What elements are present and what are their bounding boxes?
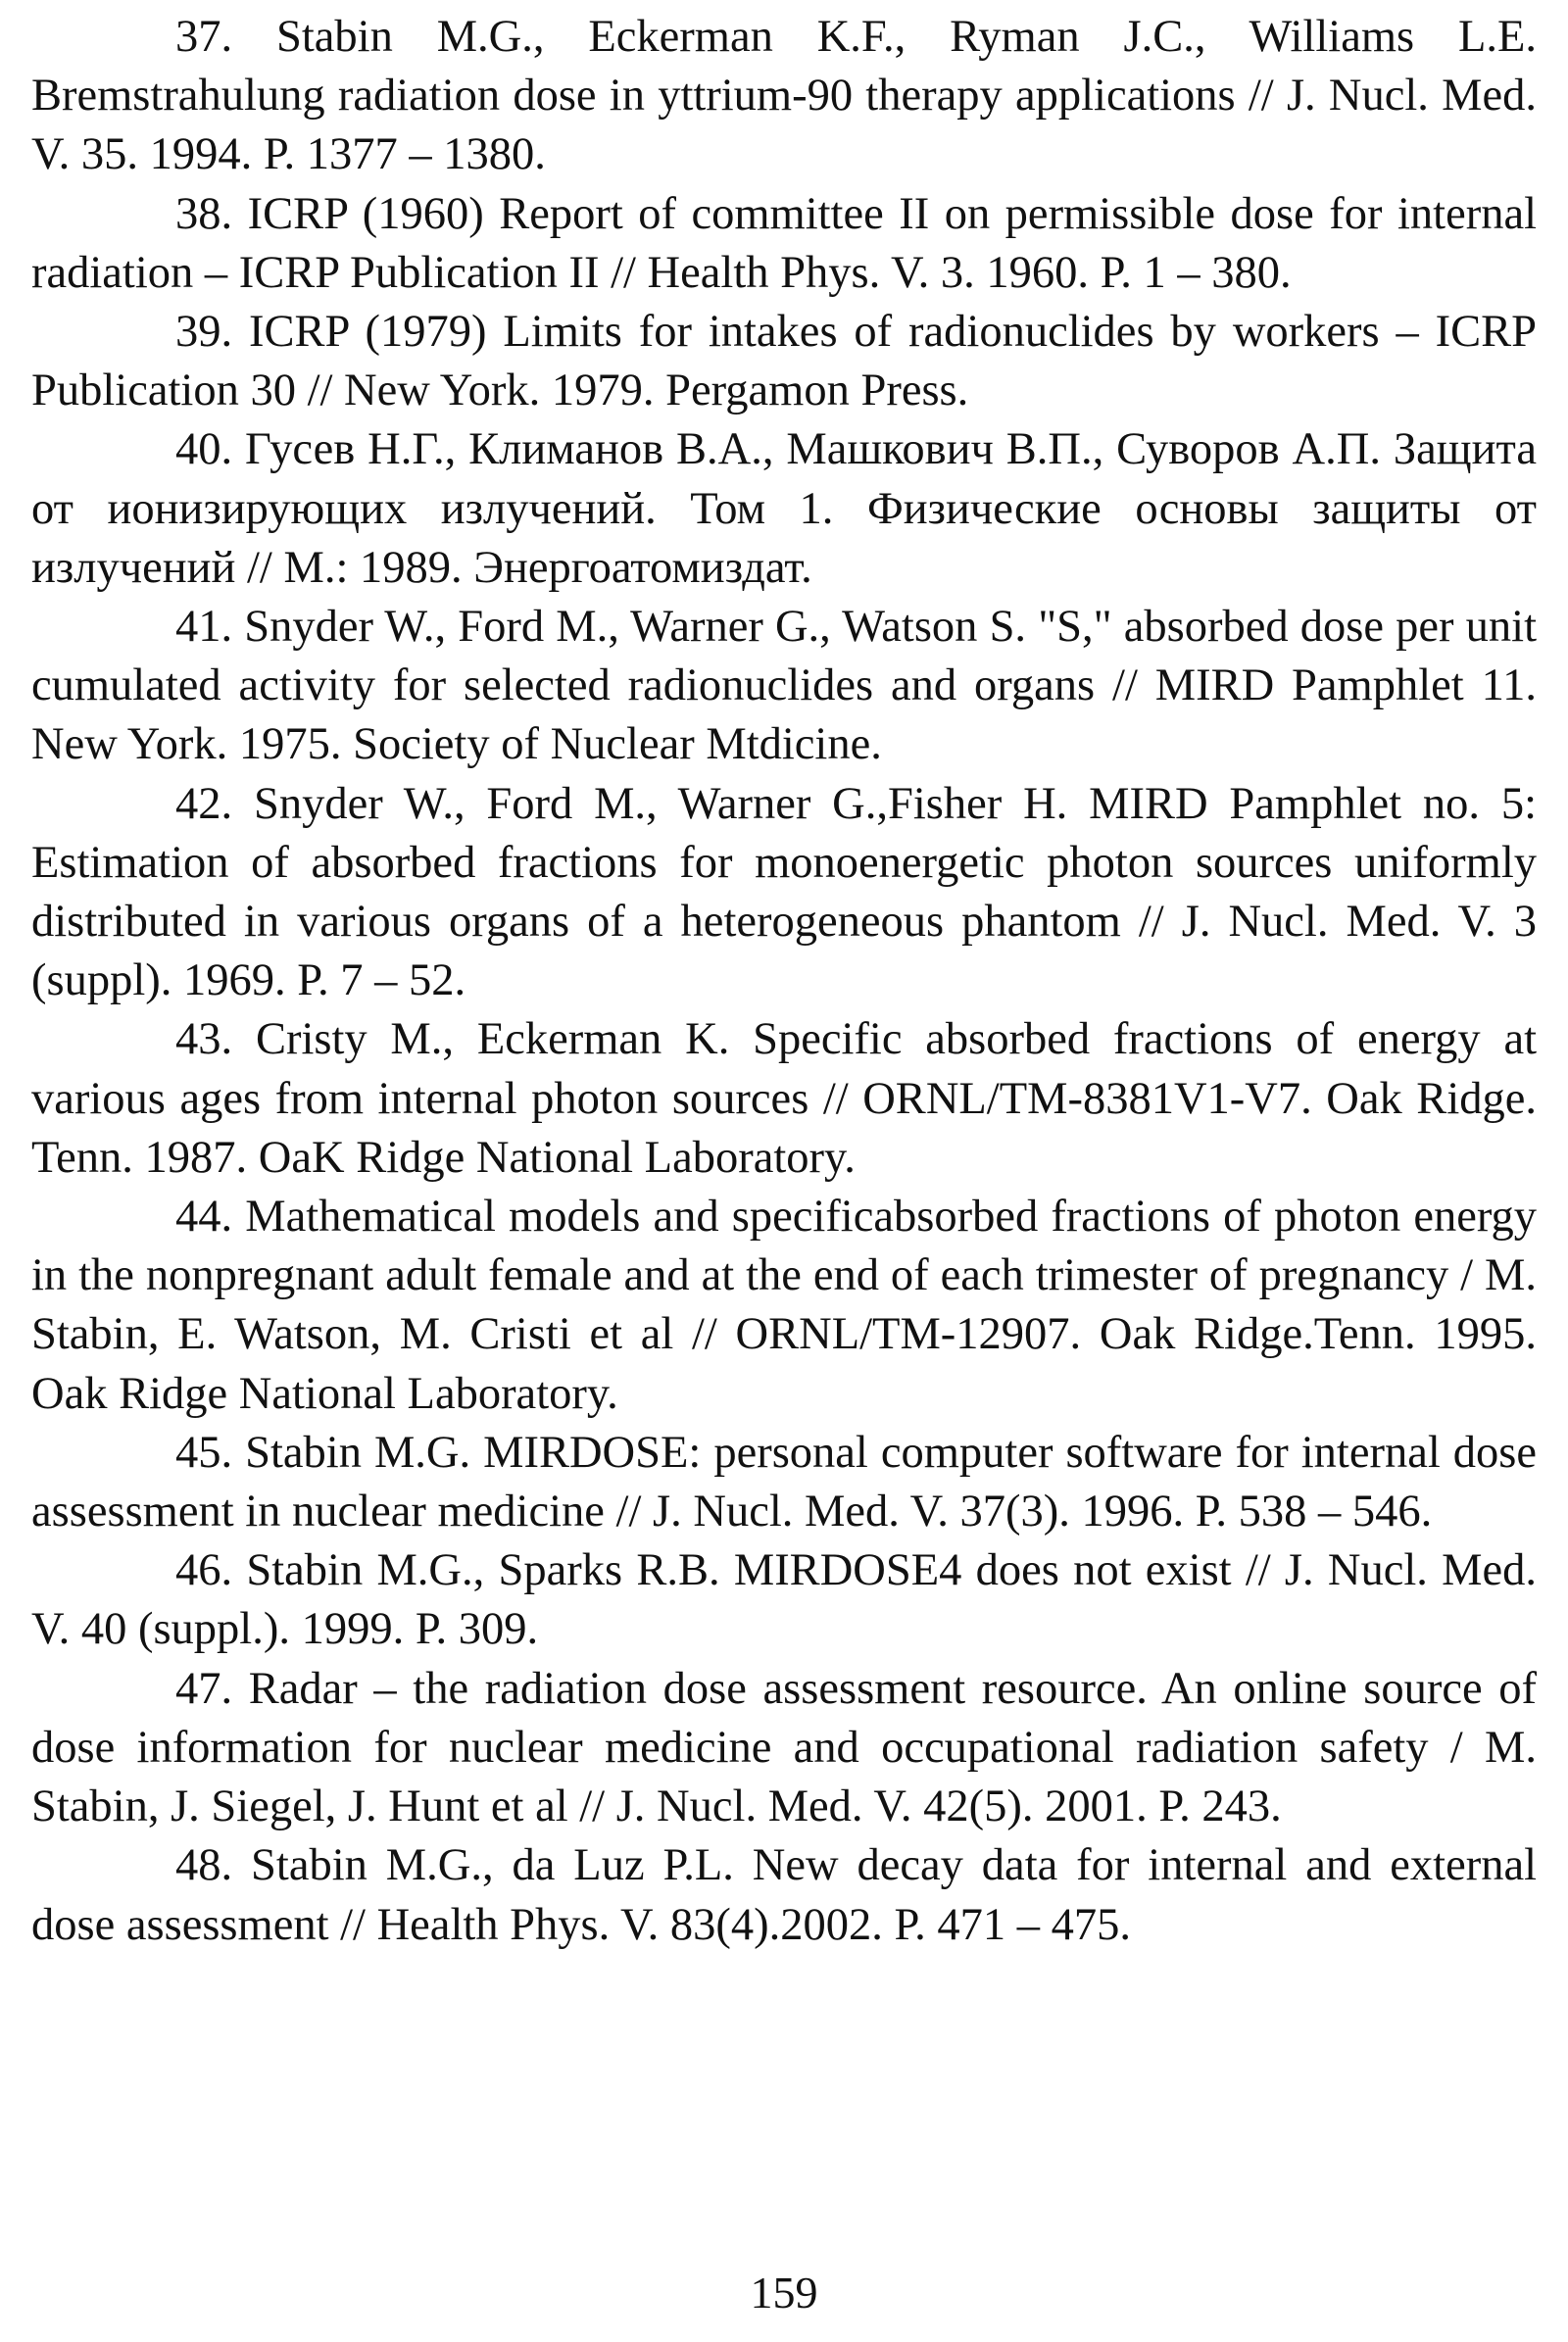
reference-44: [31, 1188, 1537, 1424]
reference-text: Cristy M., Eckerman K. Specific absorbed fractions of energy at various ages from internal photon sources // ORNL/TM-8381V1-V7. Oak Ridge. Tenn. 1987. OaK Ridge National Laboratory.: [31, 1014, 1537, 1183]
reference-text: Radar – the radiation dose assessment resource. An online source of dose information for nuclear medicine and occupational radiation safety / M. Stabin, J. Siegel, J. Hunt et al // J. Nucl. Med. V. 42(5). 2001. P. 243.: [31, 1663, 1537, 1832]
reference-text: ICRP (1979) Limits for intakes of radionuclides by workers – ICRP Publication 30 // New York. 1979. Pergamon Press.: [31, 307, 1537, 416]
reference-45: [31, 1424, 1537, 1541]
reference-39: [31, 303, 1537, 420]
reference-number: 48.: [175, 1840, 233, 1891]
reference-text: Snyder W., Ford M., Warner G., Watson S. "S," absorbed dose per unit cumulated activity for selected radionuclides and organs // MIRD Pamphlet 11. New York. 1975. Society of Nuclear Mtdicine.: [31, 602, 1537, 770]
reference-text: ICRP (1960) Report of committee II on permissible dose for internal radiation – ICRP Publication II // Health Phys. V. 3. 1960. P. 1 – 380.: [31, 188, 1537, 298]
reference-number: 46.: [175, 1545, 233, 1596]
reference-number: 45.: [175, 1427, 233, 1478]
reference-number: 47.: [175, 1663, 233, 1714]
reference-37: [31, 8, 1537, 185]
reference-48: [31, 1836, 1537, 1954]
reference-number: 41.: [175, 602, 233, 653]
reference-text: Stabin M.G., Eckerman K.F., Ryman J.C., Williams L.E. Bremstrahulung radiation dose in yttrium-90 therapy applications // J. Nucl. Med. V. 35. 1994. P. 1377 – 1380.: [31, 12, 1538, 180]
reference-47: [31, 1660, 1537, 1837]
reference-list: [31, 8, 1537, 1955]
reference-text: Stabin M.G., Sparks R.B. MIRDOSE4 does not exist // J. Nucl. Med. V. 40 (suppl.). 1999. P. 309.: [31, 1545, 1538, 1655]
reference-number: 38.: [175, 188, 233, 239]
reference-46: [31, 1541, 1537, 1659]
reference-number: 43.: [175, 1014, 233, 1065]
reference-41: [31, 598, 1537, 775]
reference-38: [31, 185, 1537, 303]
reference-42: [31, 775, 1537, 1011]
reference-number: 37.: [175, 12, 233, 62]
reference-text: Stabin M.G. MIRDOSE: personal computer software for internal dose assessment in nuclear medicine // J. Nucl. Med. V. 37(3). 1996. P. 538 – 546.: [31, 1427, 1538, 1537]
reference-text: Snyder W., Ford M., Warner G.,Fisher H. MIRD Pamphlet no. 5: Estimation of absorbed fractions for monoenergetic photon sources uniformly distributed in various organs of a heterogeneous phantom // J. Nucl. Med. V. 3 (suppl). 1969. P. 7 – 52.: [31, 778, 1538, 1006]
reference-text: Mathematical models and specificabsorbed fractions of photon energy in the nonpregnant adult female and at the end of each trimester of pregnancy / M. Stabin, E. Watson, M. Cristi et al // ORNL/TM-12907. Oak Ridge.Tenn. 1995. Oak Ridge National Laboratory.: [31, 1192, 1537, 1419]
reference-40: [31, 420, 1537, 598]
reference-number: 40.: [175, 424, 233, 475]
reference-number: 44.: [175, 1192, 233, 1243]
page-number: 159: [750, 2268, 818, 2318]
reference-43: [31, 1010, 1537, 1188]
reference-text: Stabin M.G., da Luz P.L. New decay data for internal and external dose assessment // Health Phys. V. 83(4).2002. P. 471 – 475.: [31, 1840, 1538, 1950]
reference-number: 39.: [175, 307, 233, 358]
reference-text: Гусев Н.Г., Климанов В.А., Машкович В.П., Суворов А.П. Защита от ионизирующих излучений. Том 1. Физические основы защиты от излучений // М.: 1989. Энергоатомиздат.: [31, 424, 1538, 593]
reference-number: 42.: [175, 778, 233, 829]
